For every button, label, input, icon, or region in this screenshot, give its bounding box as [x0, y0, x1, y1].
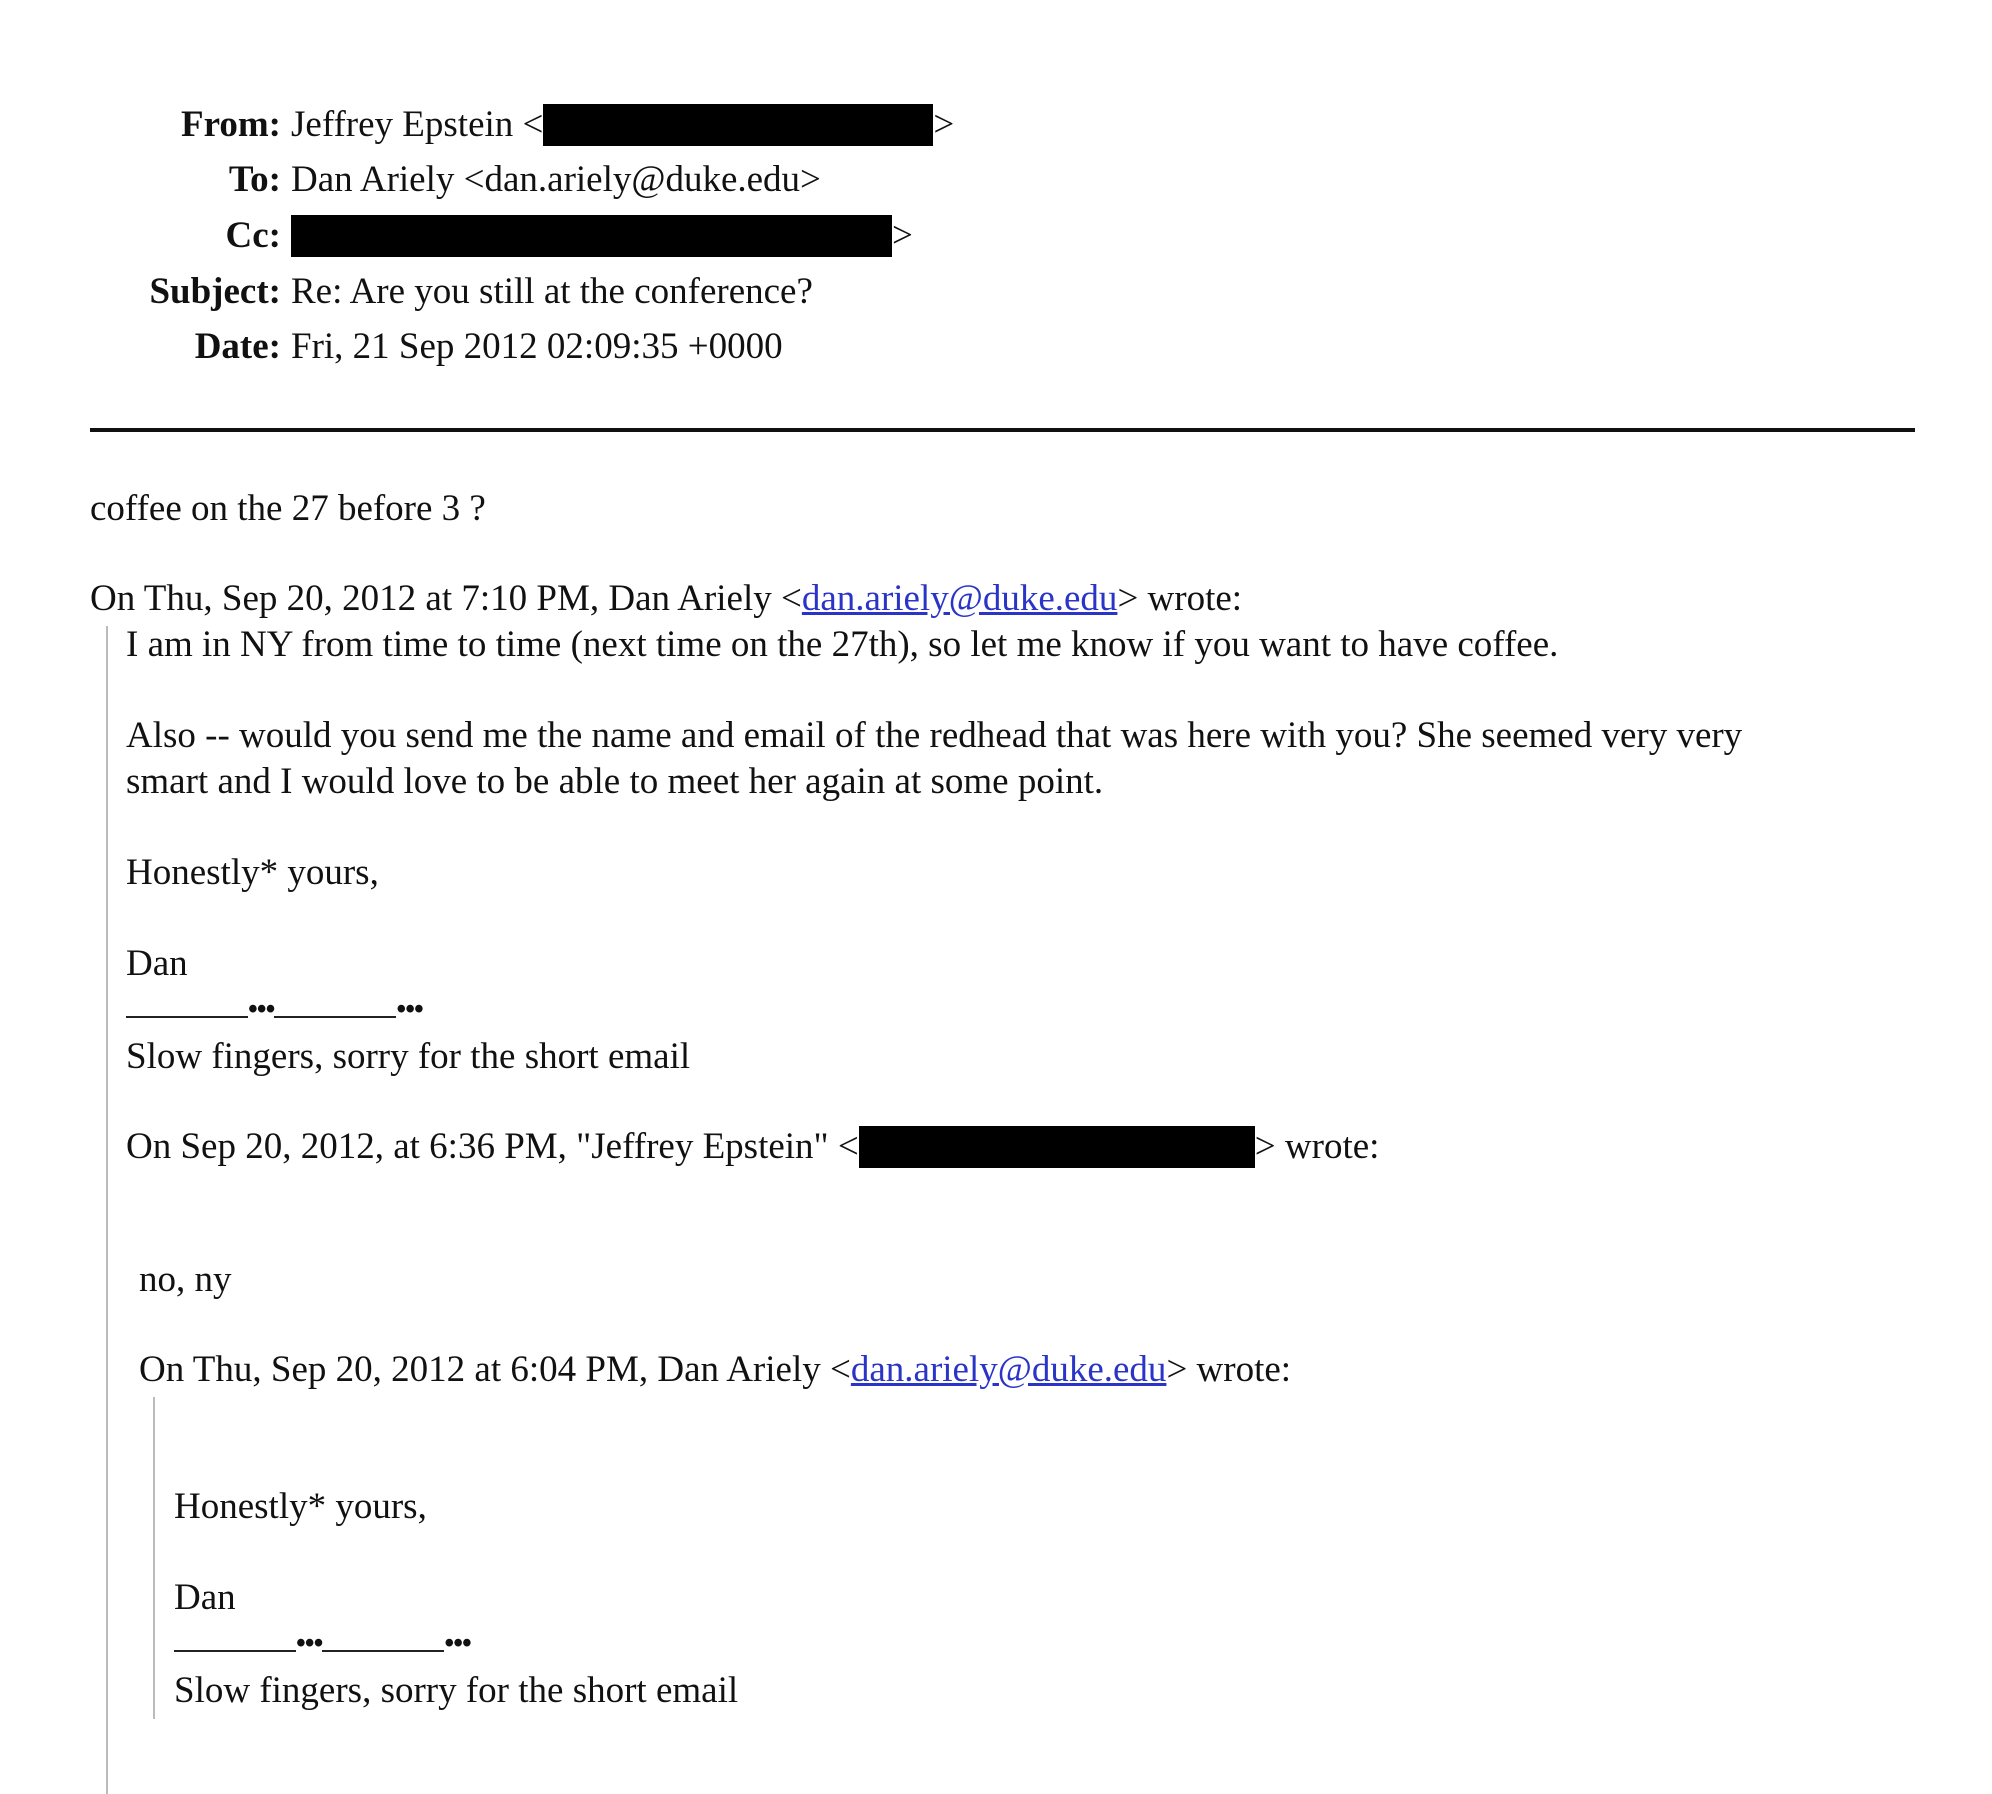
quote-line: Also -- would you send me the name and email of the redhead that was here with you? She seemed very very	[126, 715, 1743, 756]
to-row	[0, 156, 1992, 204]
nested-reply: no, ny	[139, 1259, 232, 1300]
from-close: >	[933, 104, 955, 145]
reply-text: coffee on the 27 before 3 ?	[90, 488, 486, 529]
signature-separator	[126, 994, 423, 1024]
signature-note: Slow fingers, sorry for the short email	[126, 1036, 691, 1077]
separator-rule	[174, 1650, 296, 1652]
attribution-prefix: On Thu, Sep 20, 2012 at 7:10 PM, Dan Ariely <	[90, 578, 802, 619]
attribution-prefix: On Thu, Sep 20, 2012 at 6:04 PM, Dan Ariely <	[139, 1349, 851, 1390]
from-row	[0, 101, 1992, 149]
subject-row	[0, 268, 1992, 316]
separator-dots: •••	[444, 1628, 471, 1659]
to-label: To:	[228, 159, 281, 200]
attribution-prefix: On Sep 20, 2012, at 6:36 PM, "Jeffrey Epstein" <	[126, 1126, 859, 1167]
cc-value	[291, 212, 913, 260]
signature-name: Dan	[174, 1577, 236, 1618]
attribution-suffix: > wrote:	[1254, 1126, 1380, 1167]
cc-close: >	[892, 215, 913, 256]
quote-bar	[106, 626, 108, 1794]
attribution-suffix: > wrote:	[1166, 1349, 1292, 1390]
separator-dots: •••	[248, 994, 275, 1025]
quote-line: I am in NY from time to time (next time on the 27th), so let me know if you want to have coffee.	[126, 624, 1559, 665]
quote-attribution	[139, 1347, 1291, 1393]
cc-row	[0, 212, 1992, 260]
to-value: Dan Ariely <dan.ariely@duke.edu>	[291, 159, 821, 200]
attribution-suffix: > wrote:	[1117, 578, 1243, 619]
date-label: Date:	[194, 326, 281, 367]
from-value	[291, 101, 954, 149]
separator-dots: •••	[296, 1628, 323, 1659]
quote-line: smart and I would love to be able to meet her again at some point.	[126, 761, 1104, 802]
subject-label: Subject:	[149, 271, 281, 312]
separator-dots: •••	[396, 994, 423, 1025]
redaction-block	[543, 104, 933, 146]
quote-bar	[153, 1397, 155, 1719]
signature-note: Slow fingers, sorry for the short email	[174, 1670, 739, 1711]
quote-attribution	[90, 576, 1242, 622]
date-value: Fri, 21 Sep 2012 02:09:35 +0000	[291, 326, 783, 367]
email-link[interactable]: dan.ariely@duke.edu	[801, 578, 1118, 619]
cc-label: Cc:	[225, 215, 281, 256]
date-row	[0, 323, 1992, 371]
signoff: Honestly* yours,	[126, 852, 379, 893]
from-label: From:	[181, 104, 281, 145]
separator-rule	[322, 1650, 444, 1652]
subject-value: Re: Are you still at the conference?	[291, 271, 813, 312]
nested-attribution	[126, 1124, 1379, 1171]
signature-name: Dan	[126, 943, 188, 984]
redaction-block	[859, 1126, 1255, 1168]
email-link[interactable]: dan.ariely@duke.edu	[850, 1349, 1167, 1390]
signoff: Honestly* yours,	[174, 1486, 427, 1527]
header-divider	[90, 428, 1915, 432]
separator-rule	[126, 1016, 248, 1018]
redaction-block	[291, 215, 892, 257]
separator-rule	[274, 1016, 396, 1018]
from-name: Jeffrey Epstein <	[291, 104, 544, 145]
signature-separator	[174, 1628, 471, 1658]
